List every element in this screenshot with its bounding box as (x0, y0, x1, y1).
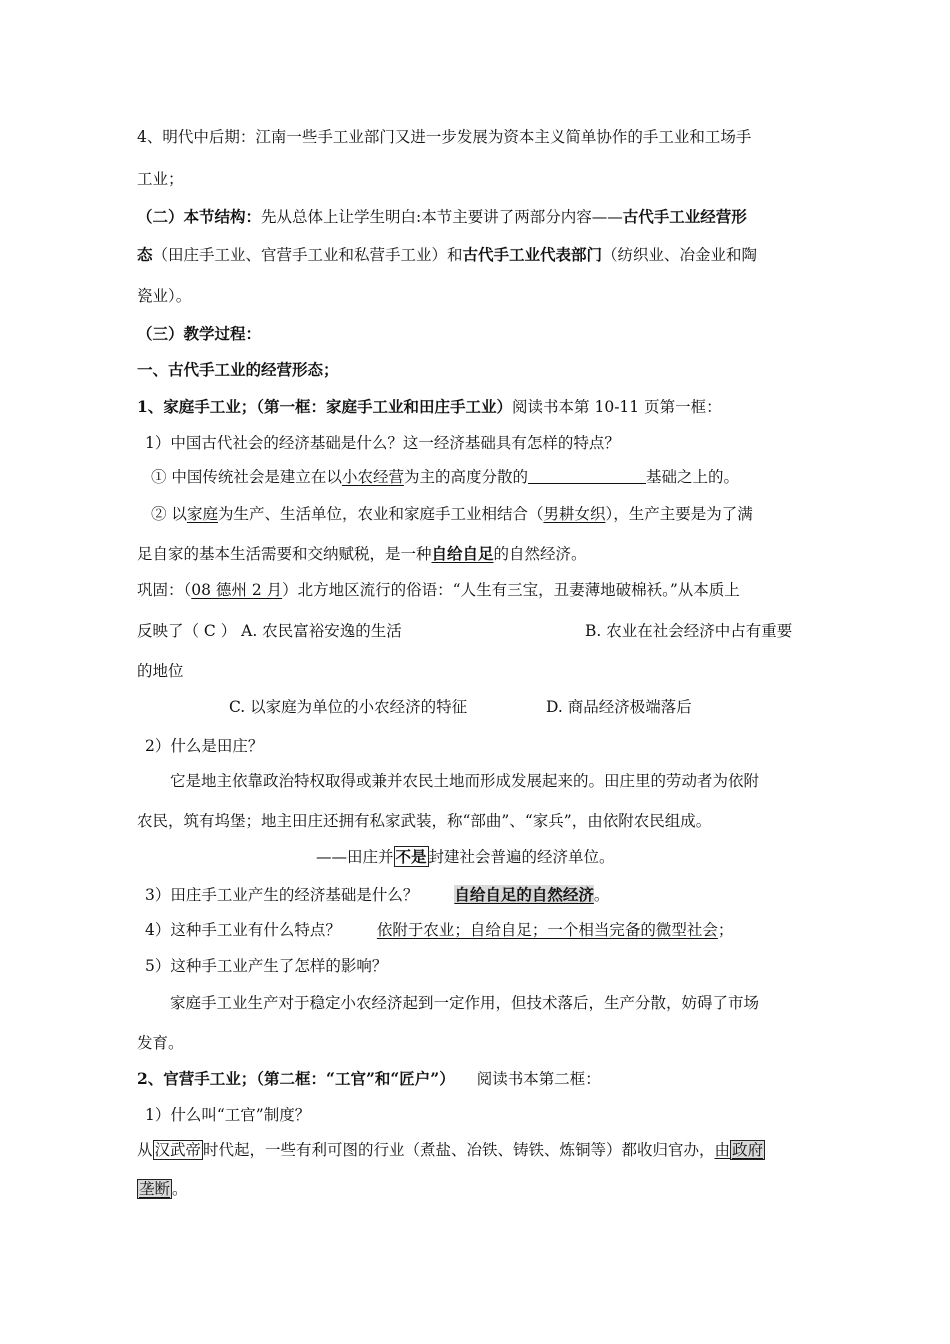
question-text: 2）什么是田庄？ (145, 737, 264, 755)
boxed-highlighted-term: 政府 (732, 1141, 764, 1159)
heading-text: 一、古代手工业的经营形态； (137, 360, 339, 379)
text: ——田庄并 (316, 848, 394, 866)
paragraph-line (137, 1178, 188, 1200)
text: ① 中国传统社会是建立在以 (151, 468, 342, 486)
underlined-term: 小农经营 (341, 468, 404, 486)
underlined-bold-term: 自给自足 (431, 544, 494, 563)
boxed-term: 汉武帝 (154, 1141, 202, 1159)
paragraph-line (137, 285, 191, 307)
heading-text: 2、官营手工业；（第二框：“工官”和“匠户”） (137, 1069, 455, 1088)
paragraph-line (316, 846, 615, 868)
text: 基础之上的。 (645, 468, 739, 486)
paragraph-line (137, 1139, 765, 1161)
question-line (145, 884, 609, 906)
text: 阅读书本第二框： (476, 1070, 601, 1088)
text: 。 (172, 1180, 188, 1198)
paragraph-line (137, 810, 711, 832)
answer-line (151, 466, 739, 488)
question-line (145, 1104, 310, 1126)
question-line (145, 919, 733, 941)
question-line (145, 432, 620, 454)
text: 阅读书本第 10-11 页第一框： (512, 398, 722, 416)
section-heading-structure (137, 206, 747, 228)
section-heading-process (137, 323, 261, 345)
section-heading-part-one (137, 359, 339, 381)
boxed-highlighted-term: 垄断 (139, 1180, 171, 1198)
text: 先从总体上让学生明白:本节主要讲了两部分内容—— (261, 208, 623, 226)
source-reference: 08 德州 2 月 (191, 581, 283, 599)
option-c-text: C. 以家庭为单位的小农经济的特征 (229, 698, 468, 716)
heading-label: （二）本节结构： (137, 207, 262, 226)
question-text: 1）什么叫“工官”制度？ (145, 1106, 311, 1124)
bold-term: 古代手工业代表部门 (462, 245, 603, 264)
paragraph-line (137, 168, 184, 190)
text: ② 以 (151, 505, 187, 523)
text: ）北方地区流行的俗语：“人生有三宝，丑妻薄地破棉袄。”从本质上 (282, 581, 740, 599)
text: 从 (137, 1141, 153, 1159)
paragraph-line (137, 543, 587, 565)
text: 。 (593, 886, 610, 904)
text: 时代起，一些有利可图的行业（煮盐、冶铁、铸铁、炼铜等）都收归官办， (203, 1141, 715, 1159)
question-line (145, 955, 387, 977)
underlined-term: 由 (714, 1141, 731, 1159)
text: 它是地主依靠政治特权取得或兼并农民土地而形成发展起来的。田庄里的劳动者为依附 (170, 772, 760, 790)
heading-text: （三）教学过程： (137, 324, 262, 343)
exercise-line (137, 579, 740, 601)
paragraph-line (137, 244, 757, 266)
option-d-text: D. 商品经济极端落后 (546, 698, 692, 716)
paragraph-line (170, 992, 759, 1014)
question-text: 5）这种手工业产生了怎样的影响？ (145, 957, 388, 975)
paragraph-line (170, 770, 759, 792)
text: 4、明代中后期：江南一些手工业部门又进一步发展为资本主义简单协作的手工业和工场手 (137, 128, 752, 146)
text: 的自然经济。 (493, 545, 587, 563)
text: 为主的高度分散的 (403, 468, 528, 486)
text: 为生产、生活单位，农业和家庭手工业相结合（ (217, 505, 544, 523)
paragraph-line (137, 660, 184, 682)
text: 瓷业）。 (137, 287, 192, 305)
question-text: 4）这种手工业有什么特点？ (145, 921, 341, 939)
text: 工业； (137, 170, 184, 188)
underlined-term: 家庭 (186, 505, 218, 523)
text: 的地位 (137, 662, 184, 680)
fill-in-blank (528, 467, 646, 484)
text: 发育。 (137, 1034, 184, 1052)
bold-term: 古代手工业经营形 (622, 207, 747, 226)
text: ），生产主要是为了满 (605, 505, 753, 523)
question-text: 3）田庄手工业产生的经济基础是什么？ (145, 886, 419, 904)
paragraph-line (137, 126, 751, 148)
subsection-heading (137, 396, 722, 418)
text: ； (717, 921, 734, 939)
subsection-heading (137, 1068, 601, 1090)
text: 足自家的基本生活需要和交纳赋税，是一种 (137, 545, 432, 563)
underlined-term: 男耕女织 (543, 505, 606, 523)
option-a-text: 反映了（ C ） A. 农民富裕安逸的生活 (137, 622, 402, 640)
heading-text: 1、家庭手工业；（第一框：家庭手工业和田庄手工业） (137, 397, 513, 416)
text: （田庄手工业、官营手工业和私营手工业）和 (152, 246, 463, 264)
bold-term: 态 (137, 245, 153, 264)
exercise-option-c (229, 696, 467, 718)
text: 农民，筑有坞堡；地主田庄还拥有私家武装，称“部曲”、“家兵”，由依附农民组成。 (137, 812, 712, 830)
exercise-option-d (546, 696, 692, 718)
question-line (145, 735, 263, 757)
underlined-answer: 依附于农业；自给自足；一个相当完备的微型社会 (376, 921, 718, 939)
highlighted-answer: 自给自足的自然经济 (454, 885, 594, 904)
exercise-option-b (585, 620, 792, 642)
text: （纺织业、冶金业和陶 (602, 246, 758, 264)
text: 家庭手工业生产对于稳定小农经济起到一定作用，但技术落后，生产分散，妨碍了市场 (170, 994, 760, 1012)
boxed-term: 不是 (395, 847, 427, 866)
exercise-options-line (137, 620, 402, 642)
paragraph-line (137, 1032, 184, 1054)
text: 巩固：（ (137, 581, 192, 599)
question-text: 1）中国古代社会的经济基础是什么？这一经济基础具有怎样的特点？ (145, 434, 620, 452)
answer-line (151, 503, 753, 525)
option-b-text: B. 农业在社会经济中占有重要 (585, 622, 793, 640)
text: 封建社会普遍的经济单位。 (428, 848, 615, 866)
